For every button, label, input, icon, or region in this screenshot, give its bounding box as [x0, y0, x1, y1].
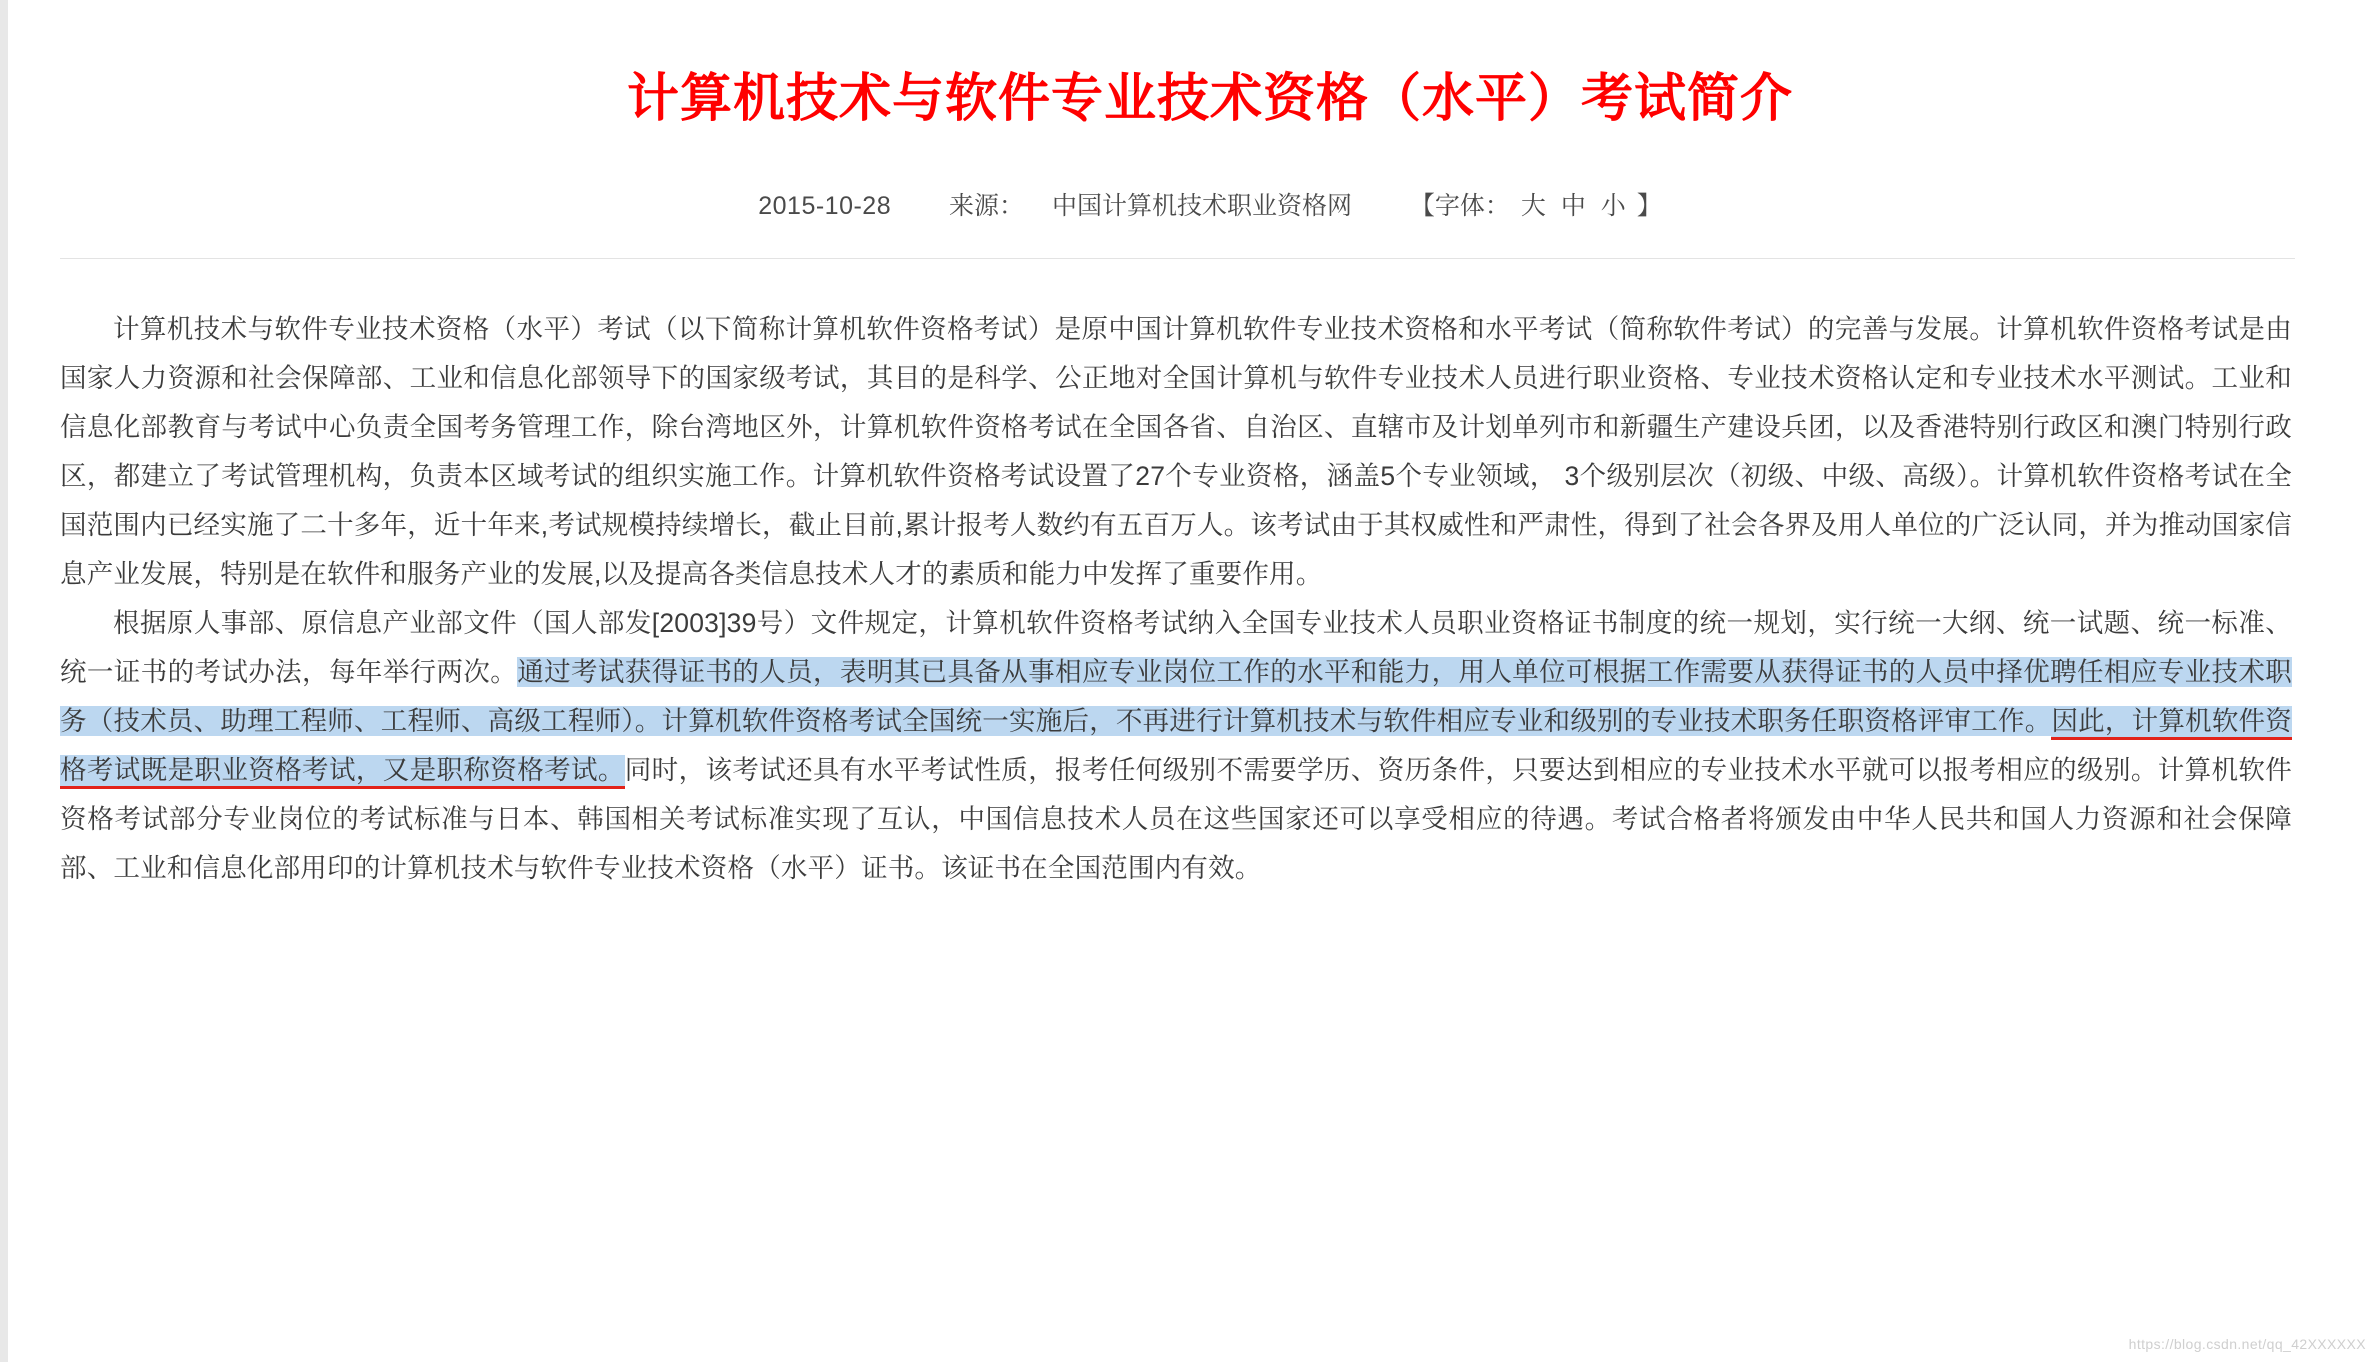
paragraph-2 — [60, 599, 2292, 893]
article-meta — [60, 186, 2360, 222]
source-label: 来源： — [949, 192, 1025, 221]
left-margin-rule — [0, 0, 8, 1362]
publish-date: 2015-10-28 — [758, 192, 892, 221]
paragraph-2-part-2: 同时，该考试还具有水平考试性质，报考任何级别不需要学历、资历条件，只要达到相应的专业技术水平就可以报考相应的级别。计算机软件资格考试部分专业岗位的考试标准与日本、韩国相关考试标准实现了互认，中国信息技术人员在这些国家还可以享受相应的待遇。考试合格者将颁发由中华人民共和国人力资源和社会保障部、工业和信息化部用印的计算机技术与软件专业技术资格（水平）证书。该证书在全国范围内有效。 — [60, 755, 2293, 884]
paragraph-2-part-1: 根据原人事部、原信息产业部文件（国人部发[2003]39号）文件规定，计算机软件资格考试纳入全国专业技术人员职业资格证书制度的统一规划，实行统一大纲、统一试题、统一标准、统一证书的考试办法，每年举行两次。 — [60, 608, 2292, 688]
font-size-suffix: 】 — [1636, 192, 1662, 221]
font-size-control — [1410, 192, 1662, 220]
source-name[interactable]: 中国计算机技术职业资格网 — [1051, 192, 1352, 221]
article-container — [60, 0, 2360, 893]
font-size-large-button[interactable]: 大 — [1520, 192, 1546, 221]
header-divider — [60, 258, 2295, 259]
font-size-medium-button[interactable]: 中 — [1560, 192, 1586, 221]
article-body — [60, 305, 2292, 893]
page-title: 计算机技术与软件专业技术资格（水平）考试简介 — [626, 70, 1793, 128]
highlighted-underlined-text: 因此，计算机软件资格考试既是职业资格考试，又是职称资格考试。 — [60, 706, 2292, 789]
paragraph-1: 计算机技术与软件专业技术资格（水平）考试（以下简称计算机软件资格考试）是原中国计算机软件专业技术资格和水平考试（简称软件考试）的完善与发展。计算机软件资格考试是由国家人力资源和社会保障部、工业和信息化部领导下的国家级考试，其目的是科学、公正地对全国计算机与软件专业技术人员进行职业资格、专业技术资格认定和专业技术水平测试。工业和信息化部教育与考试中心负责全国考务管理工作，除台湾地区外，计算机软件资格考试在全国各省、自治区、直辖市及计划单列市和新疆生产建设兵团，以及香港特别行政区和澳门特别行政区，都建立了考试管理机构，负责本区域考试的组织实施工作。计算机软件资格考试设置了27个专业资格，涵盖5个专业领域， 3个级别层次（初级、中级、高级）。计算机软件资格考试在全国范围内已经实施了二十多年，近十年来,考试规模持续增长，截止目前,累计报考人数约有五百万人。该考试由于其权威性和严肃性，得到了社会各界及用人单位的广泛认同，并为推动国家信息产业发展，特别是在软件和服务产业的发展,以及提高各类信息技术人才的素质和能力中发挥了重要作用。 — [60, 314, 2292, 590]
font-size-small-button[interactable]: 小 — [1600, 192, 1626, 221]
font-size-prefix: 【字体： — [1409, 192, 1510, 221]
highlighted-text-1: 通过考试获得证书的人员，表明其已具备从事相应专业岗位工作的水平和能力，用人单位可根据工作需要从获得证书的人员中择优聘任相应专业技术职务（技术员、助理工程师、工程师、高级工程师）。计算机软件资格考试全国统一实施后，不再进行计算机技术与软件相应专业和级别的专业技术职务任职资格评审工作。 — [60, 657, 2292, 737]
watermark: https://blog.csdn.net/qq_42XXXXXX — [2128, 1336, 2366, 1352]
